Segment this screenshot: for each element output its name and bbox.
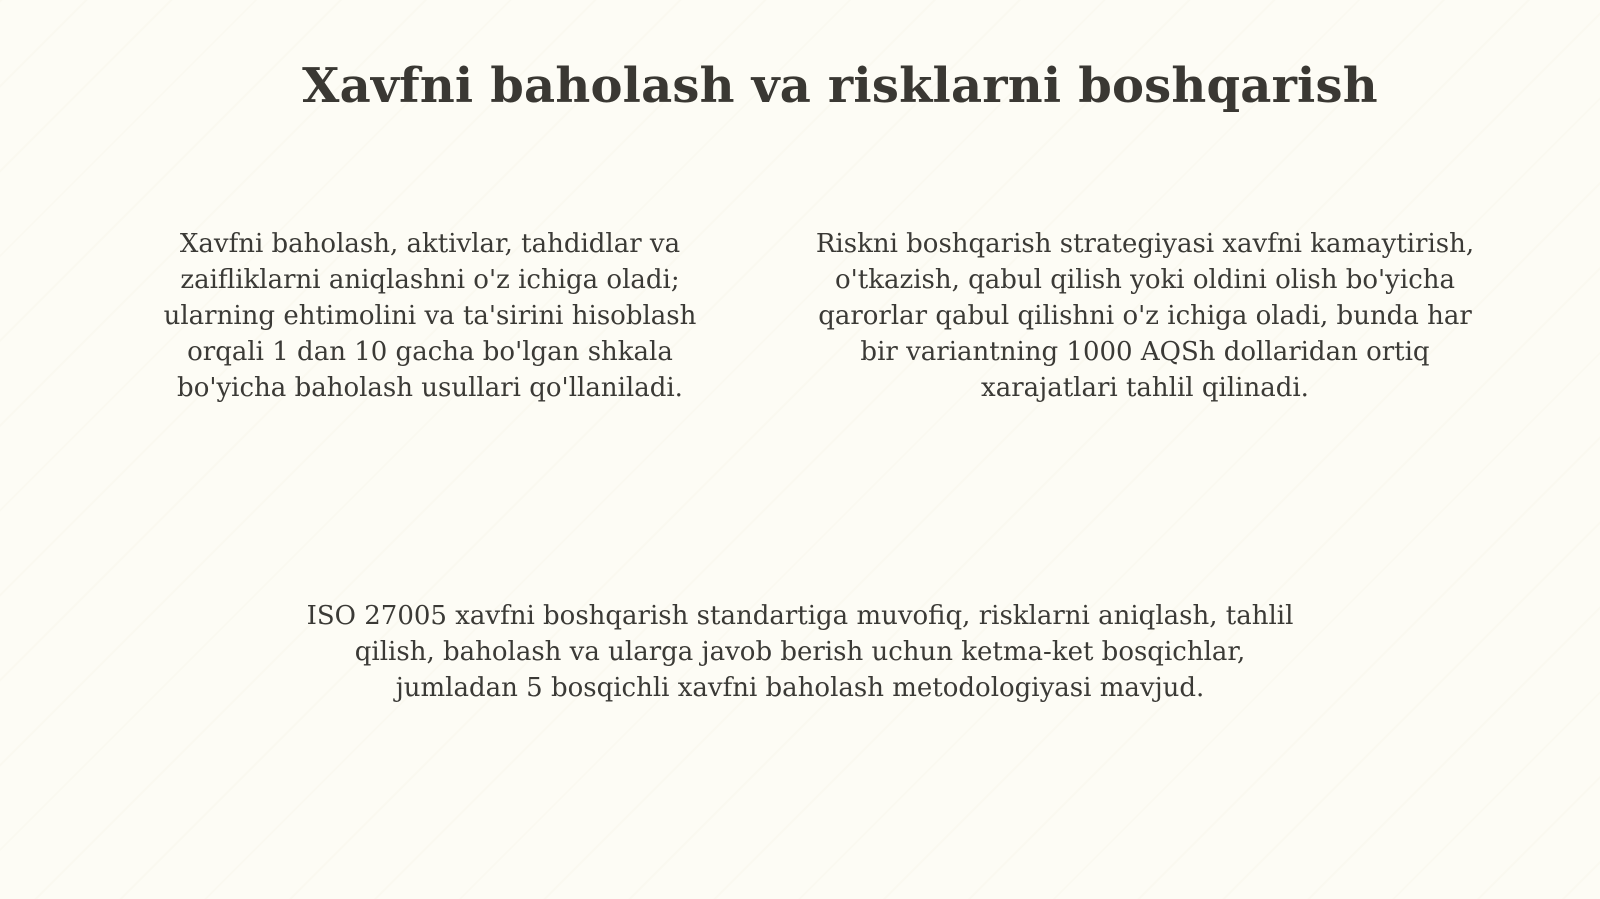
slide-title: Xavfni baholash va risklarni boshqarish [302, 58, 1378, 114]
risk-assessment-paragraph: Xavfni baholash, aktivlar, tahdidlar va zaifliklarni aniqlashni o'z ichiga oladi; ularning ehtimolini va ta'sirini hisoblash orqali 1 dan 10 gacha bo'lgan shkala bo'yicha baholash usullari qo'llaniladi. [163, 229, 697, 403]
risk-management-paragraph: Riskni boshqarish strategiyasi xavfni kamaytirish, o'tkazish, qabul qilish yoki oldini olish bo'yicha qarorlar qabul qilishni o'z ichiga oladi, bunda har bir variantning 1000 AQSh dollaridan ortiq xarajatlari tahlil qilinadi. [815, 229, 1475, 403]
iso-27005-paragraph: ISO 27005 xavfni boshqarish standartiga muvofiq, risklarni aniqlash, tahlil qilish, baholash va ularga javob berish uchun ketma-ket bosqichlar, jumladan 5 bosqichli xavfni baholash metodologiyasi mavjud. [306, 601, 1294, 703]
